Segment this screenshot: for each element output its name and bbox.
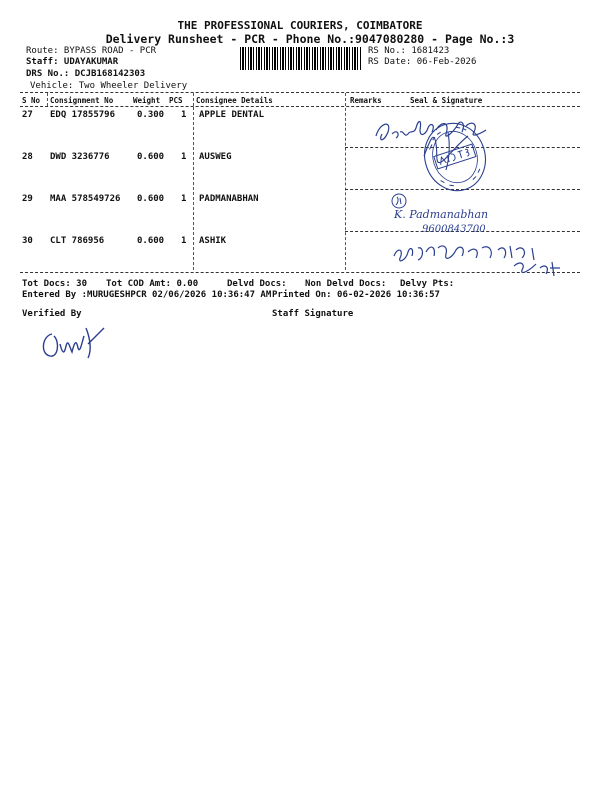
row-consignee: PADMANABHAN — [199, 194, 259, 204]
company-title: THE PROFESSIONAL COURIERS, COIMBATORE — [177, 19, 423, 32]
row-consignee: APPLE DENTAL — [199, 110, 265, 120]
checkmark-scribble-icon — [404, 126, 474, 176]
sep-sno — [47, 93, 48, 106]
row-consignee: AUSWEG — [199, 152, 232, 162]
col-weight: Weight — [133, 96, 161, 105]
total-cod-amount: Tot COD Amt: 0.00 — [106, 279, 199, 289]
row-consignment: EDQ 17855796 — [50, 110, 116, 120]
sep-details — [193, 107, 194, 270]
rs-date: RS Date: 06-Feb-2026 — [368, 57, 477, 67]
row-pcs: 1 — [181, 194, 187, 204]
col-seal: Seal & Signature — [410, 96, 483, 105]
printed-on: Printed On: 06-02-2026 10:36:57 — [272, 290, 440, 300]
row-weight: 0.600 — [137, 152, 165, 162]
handwritten-phone: 9600843700 — [422, 224, 486, 235]
row-sno: 28 — [22, 152, 33, 162]
row-pcs: 1 — [181, 152, 187, 162]
staff-text: Staff: UDAYAKUMAR — [26, 57, 119, 67]
col-consignment: Consignment No — [50, 96, 114, 105]
row-weight: 0.600 — [137, 236, 165, 246]
header-top-rule — [20, 92, 580, 93]
row-weight: 0.300 — [137, 110, 165, 120]
col-consignee: Consignee Details — [196, 96, 273, 105]
route-text: Route: BYPASS ROAD - PCR — [26, 46, 157, 56]
rs-number: RS No.: 1681423 — [368, 46, 450, 56]
barcode-image — [240, 47, 362, 70]
col-pcs: PCS — [169, 96, 183, 105]
staff-signature-label: Staff Signature — [272, 309, 354, 319]
row-consignee: ASHIK — [199, 236, 227, 246]
row-weight: 0.600 — [137, 194, 165, 204]
handwritten-name: K. Padmanabhan — [394, 208, 489, 221]
col-remarks: Remarks — [350, 96, 382, 105]
header-bottom-rule — [20, 106, 580, 107]
row-pcs: 1 — [181, 110, 187, 120]
row-sno: 29 — [22, 194, 33, 204]
delivery-points: Delvy Pts: — [400, 279, 455, 289]
verifier-signature-icon — [38, 322, 108, 364]
total-docs: Tot Docs: 30 — [22, 279, 88, 289]
vehicle-text: Vehicle: Two Wheeler Delivery — [30, 81, 188, 91]
col-sno: S No — [22, 96, 41, 105]
verified-by-label: Verified By — [22, 309, 82, 319]
non-delivered-docs: Non Delvd Docs: — [305, 279, 387, 289]
row-sno: 30 — [22, 236, 33, 246]
row-sno: 27 — [22, 110, 33, 120]
row-consignment: MAA 578549726 — [50, 194, 121, 204]
drs-number: DRS No.: DCJB168142303 — [26, 69, 146, 79]
delivered-docs: Delvd Docs: — [227, 279, 287, 289]
row-pcs: 1 — [181, 236, 187, 246]
sep-remarks — [345, 93, 346, 270]
row-consignment: CLT 786956 — [50, 236, 105, 246]
runsheet-title: Delivery Runsheet - PCR - Phone No.:9047080280 - Page No.:3 — [105, 32, 515, 46]
row-consignment: DWD 3236776 — [50, 152, 110, 162]
signature-row30-icon — [390, 238, 570, 280]
sep-consignee — [193, 93, 194, 106]
entered-by: Entered By :MURUGESHPCR 02/06/2026 10:36:47 AM — [22, 290, 272, 300]
